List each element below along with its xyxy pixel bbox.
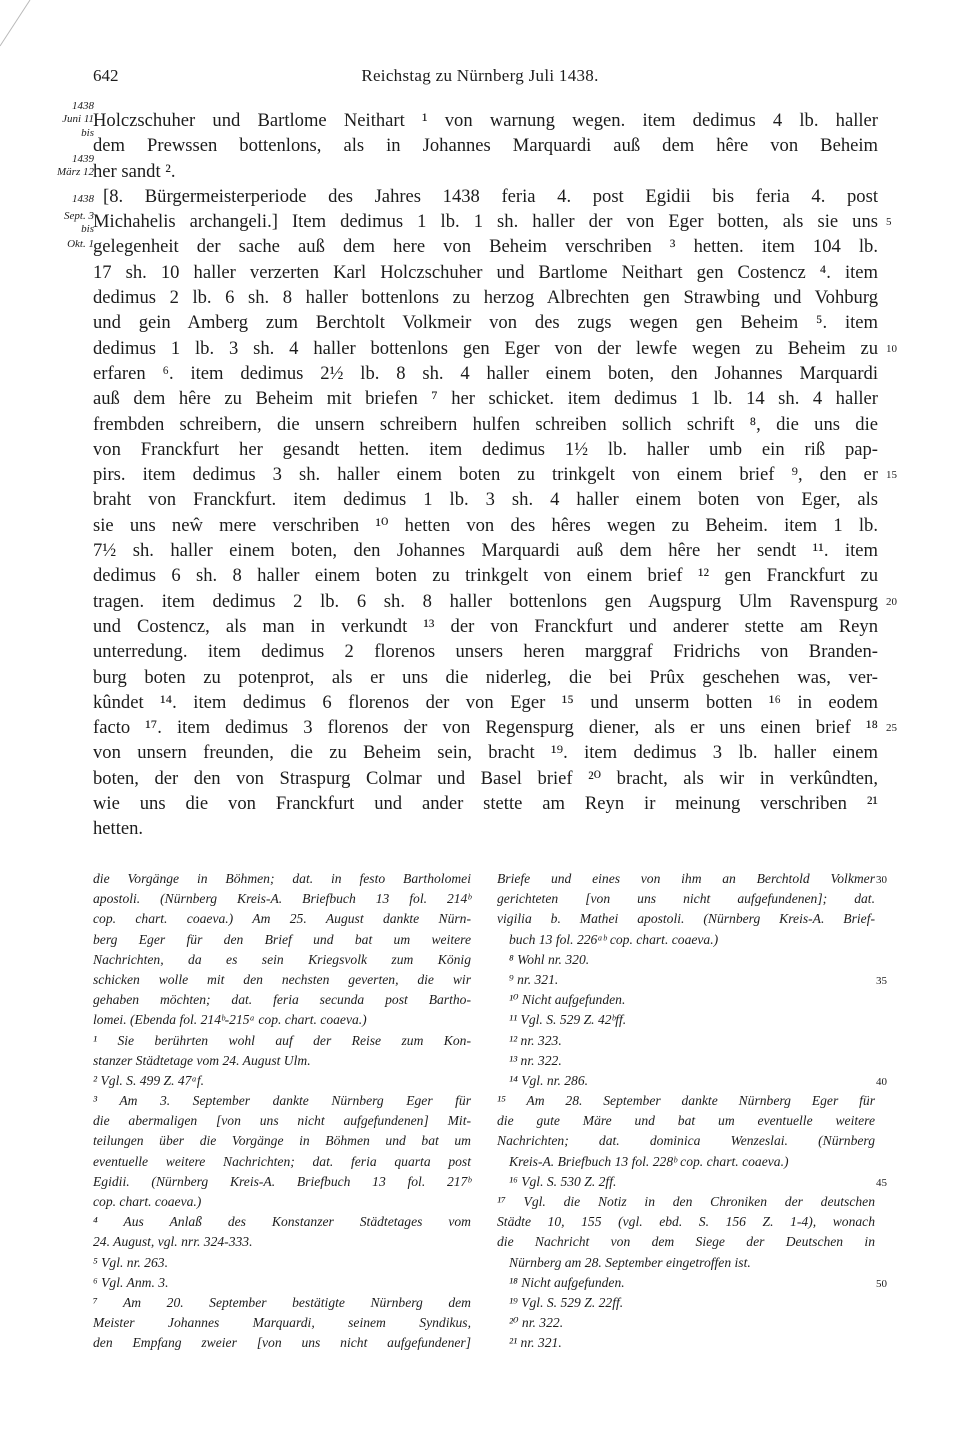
footnote-line: vigilia b. Mathei apostoli. (Nürnberg Kreis-A. Brief- (497, 911, 875, 927)
footnote-line: gerichteten [von uns nicht aufgefundenen]; dat. (497, 891, 875, 907)
text-line: her sandt ². (93, 160, 176, 182)
footnote-line: ⁶ Vgl. Anm. 3. (93, 1274, 169, 1290)
text-line: pirs. item dedimus 3 sh. haller einem boten zu trinkgelt von einem brief ⁹, den er (93, 464, 878, 486)
text-line: erfaren ⁶. item dedimus 2½ lb. 8 sh. 4 haller einem boten, den Johannes Marquardi (93, 362, 878, 384)
margin-note: bis (81, 127, 94, 139)
footnote-line: ¹⁶ Vgl. S. 530 Z. 2ff. (509, 1173, 617, 1189)
text-line: von Franckfurt her gesandt hetten. item dedimus 1½ lb. haller umb ein riß pap- (93, 438, 878, 460)
margin-note: 1439 (72, 153, 94, 165)
footnotes-right-column (497, 869, 875, 1354)
text-line: gelegenheit der sache auß dem here von Beheim verschriben ³ hetten. item 104 lb. (93, 236, 878, 258)
text-line: burg boten zu potenprot, als er uns die niderleg, die bei Prûx geschehen was, ver- (93, 666, 878, 688)
text-line: tragen. item dedimus 2 lb. 6 sh. 8 haller bottenlons gen Augspurg Ulm Ravenspurg (93, 590, 878, 612)
text-line: dedimus 1 lb. 3 sh. 4 haller bottenlons gen Eger von der lewfe wegen zu Beheim zu (93, 337, 878, 359)
footnote-line: 24. August, vgl. nrr. 324-333. (93, 1234, 253, 1250)
footnote-line: Nürnberg am 28. September eingetroffen ist. (509, 1254, 751, 1270)
footnote-line: ⁸ Wohl nr. 320. (509, 951, 590, 967)
margin-note: Sept. 3 (64, 210, 94, 222)
text-line: dem Prewssen bottenlons, als in Johannes Marquardi auß dem hêre von Beheim (93, 135, 878, 157)
footnote-line: eventuelle weitere Nachrichten; dat. feria quarta post (93, 1153, 471, 1169)
footnote-line: die Nachricht von dem Siege der Deutschen in (497, 1234, 875, 1250)
footnote-line: berg Eger für den Brief und bat um weitere (93, 931, 471, 947)
running-title: Reichstag zu Nürnberg Juli 1438. (361, 66, 599, 85)
text-line: und Costencz, als man in verkundt ¹³ der von Franckfurt und anderer stette am Reyn (93, 615, 878, 637)
line-number: 25 (886, 722, 897, 735)
footnote-line: lomei. (Ebenda fol. 214ᵇ-215ᵃ cop. chart. coaeva.) (93, 1012, 367, 1028)
footnote-line: Nachrichten, da es sein Kriegsvolk zum König (93, 951, 471, 967)
footnote-line: ¹⁹ Vgl. S. 529 Z. 22ff. (509, 1294, 624, 1310)
text-line: frembden schreibern, die unsern schreibern hulfen schreiben sollich schrift ⁸, die uns die (93, 413, 878, 435)
text-line: von unsern freunden, die zu Beheim sein, bracht ¹⁹. item dedimus 3 lb. haller einem (93, 742, 878, 764)
footnote-line: ¹⁴ Vgl. nr. 286. (509, 1072, 589, 1088)
footnote-line: ²⁰ nr. 322. (509, 1315, 564, 1331)
footnote-line: ¹² nr. 323. (509, 1032, 562, 1048)
text-line: kûndet ¹⁴. item dedimus 6 florenos der von Eger ¹⁵ und unserm botten ¹⁶ in eodem (93, 691, 878, 713)
footnote-line: ²¹ nr. 321. (509, 1335, 562, 1351)
margin-note: Juni 11 (62, 113, 94, 125)
footnote-line: Briefe und eines von ihm an Berchtold Volkmer (497, 871, 875, 886)
footnote-line: die Vorgänge in Böhmen; dat. in festo Bartholomei (93, 871, 471, 886)
text-line: 7½ sh. haller einem boten, den Johannes Marquardi auß dem hêre her sendt ¹¹. item (93, 540, 878, 562)
footnote-line: Kreis-A. Briefbuch 13 fol. 228ᵇ cop. chart. coaeva.) (509, 1153, 789, 1169)
footnote-line: ³ Am 3. September dankte Nürnberg Eger für (93, 1093, 471, 1109)
footnote-line: Nachrichten; dat. dominica Wenzeslai. (Nürnberg (497, 1133, 875, 1149)
footnote-line: Egidii. (Nürnberg Kreis-A. Briefbuch 13 fol. 217ᵇ (93, 1173, 471, 1189)
footnote-line: cop. chart. coaeva.) Am 25. August dankte Nürn- (93, 911, 471, 927)
text-line: sie uns neŵ mere verschriben ¹⁰ hetten von des hêres wegen zu Beheim. item 1 lb. (93, 514, 878, 536)
footnotes-left-column (93, 869, 471, 1354)
footnote-line: ² Vgl. S. 499 Z. 47ᵃf. (93, 1072, 205, 1088)
text-line: hetten. (93, 818, 144, 840)
footnote-line: Meister Johannes Marquardi, seinem Syndikus, (93, 1315, 471, 1331)
line-number: 5 (886, 216, 892, 229)
footnote-line: ⁹ nr. 321. (509, 971, 559, 987)
line-number: 20 (886, 595, 897, 608)
text-line: braht von Franckfurt. item dedimus 1 lb. 3 sh. 4 haller einem boten von Eger, als (93, 489, 878, 511)
line-number: 45 (876, 1177, 887, 1189)
footnote-line: cop. chart. coaeva.) (93, 1194, 202, 1209)
page-header (0, 66, 960, 92)
footnote-line: gehaben möchten; dat. feria secunda post Bartho- (93, 992, 471, 1008)
margin-note: März 12 (57, 166, 94, 178)
footnote-line: die gute Märe und bat um eventuelle weitere (497, 1113, 875, 1129)
line-number: 35 (876, 975, 887, 987)
footnote-line: Städte 10, 155 (vgl. ebd. S. 156 Z. 1-4), wonach (497, 1214, 875, 1230)
footnote-line: ¹⁵ Am 28. September dankte Nürnberg Eger für (497, 1093, 875, 1109)
text-line: und gein Amberg zum Berchtolt Volkmeir von des zugs wegen gen Beheim ⁵. item (93, 312, 878, 334)
line-number: 10 (886, 342, 897, 355)
text-line: Holczschuher und Bartlome Neithart ¹ von warnung wegen. item dedimus 4 lb. haller (93, 110, 878, 131)
page-corner-line (0, 0, 60, 60)
footnote-line: ¹⁸ Nicht aufgefunden. (509, 1274, 625, 1290)
text-line: Michahelis archangeli.] Item dedimus 1 lb. 1 sh. haller der von Eger botten, als sie uns (93, 211, 878, 233)
footnote-line: ¹⁷ Vgl. die Notiz in den Chroniken der deutschen (497, 1194, 875, 1209)
footnote-line: ¹¹ Vgl. S. 529 Z. 42ᵇff. (509, 1012, 627, 1028)
text-line: unterredung. item dedimus 2 florenos unsers heren marggraf Fridrichs von Branden- (93, 641, 878, 663)
text-line: boten, der den von Straspurg Colmar und Basel brief ²⁰ bracht, als wir in verkûndten, (93, 767, 878, 789)
footnote-line: stanzer Städtetage vom 24. August Ulm. (93, 1052, 311, 1068)
footnote-line: buch 13 fol. 226ᵃᵇ cop. chart. coaeva.) (509, 931, 719, 947)
line-number: 40 (876, 1076, 887, 1088)
page-number: 642 (93, 66, 119, 85)
footnote-line: ¹⁰ Nicht aufgefunden. (509, 992, 626, 1008)
text-line: 17 sh. 10 haller verzerten Karl Holczschuher und Bartlome Neithart gen Costencz ⁴. item (93, 261, 878, 283)
footnote-line: ¹ Sie berührten wohl auf der Reise zum Kon- (93, 1032, 471, 1048)
text-line: dedimus 2 lb. 6 sh. 8 haller bottenlons zu herzog Albrechten gen Strawbing und Vohburg (93, 287, 878, 309)
footnote-line: ⁷ Am 20. September bestätigte Nürnberg dem (93, 1294, 471, 1310)
footnote-line: die abermaligen [von uns nicht aufgefundenen] Mit- (93, 1113, 471, 1129)
footnote-line: teilungen über die Vorgänge in Böhmen und bat um (93, 1133, 471, 1149)
text-line: dedimus 6 sh. 8 haller einem boten zu trinkgelt von einem brief ¹² gen Franckfurt zu (93, 565, 878, 587)
text-line: auß dem hêre zu Beheim mit briefen ⁷ her schicket. item dedimus 1 lb. 14 sh. 4 haller (93, 388, 878, 410)
line-number: 30 (876, 874, 887, 886)
text-line: wie uns die von Franckfurt und ander stette am Reyn ir meinung verschriben ²¹ (93, 793, 878, 815)
margin-note: 1438 (72, 100, 94, 112)
footnote-line: ⁵ Vgl. nr. 263. (93, 1254, 168, 1270)
footnote-line: ⁴ Aus Anlaß des Konstanzer Städtetages vom (93, 1214, 471, 1230)
text-line: facto ¹⁷. item dedimus 3 florenos der von Regenspurg diener, als er uns einen brief ¹⁸ (93, 717, 878, 739)
main-text-body (93, 108, 878, 842)
margin-note: Okt. 1 (67, 238, 94, 250)
line-number: 50 (876, 1278, 887, 1290)
footnote-line: ¹³ nr. 322. (509, 1052, 562, 1068)
text-line: [8. Bürgermeisterperiode des Jahres 1438 feria 4. post Egidii bis feria 4. post (103, 185, 878, 207)
footnote-line: apostoli. (Nürnberg Kreis-A. Briefbuch 13 fol. 214ᵇ (93, 891, 471, 907)
margin-note: bis (81, 223, 94, 235)
footnote-line: den Empfang zweier [von uns nicht aufgefundener] (93, 1335, 471, 1351)
margin-note: 1438 (72, 193, 94, 205)
line-number: 15 (886, 469, 897, 482)
footnote-line: schicken wolle mit den nechsten geverten, die wir (93, 971, 471, 987)
